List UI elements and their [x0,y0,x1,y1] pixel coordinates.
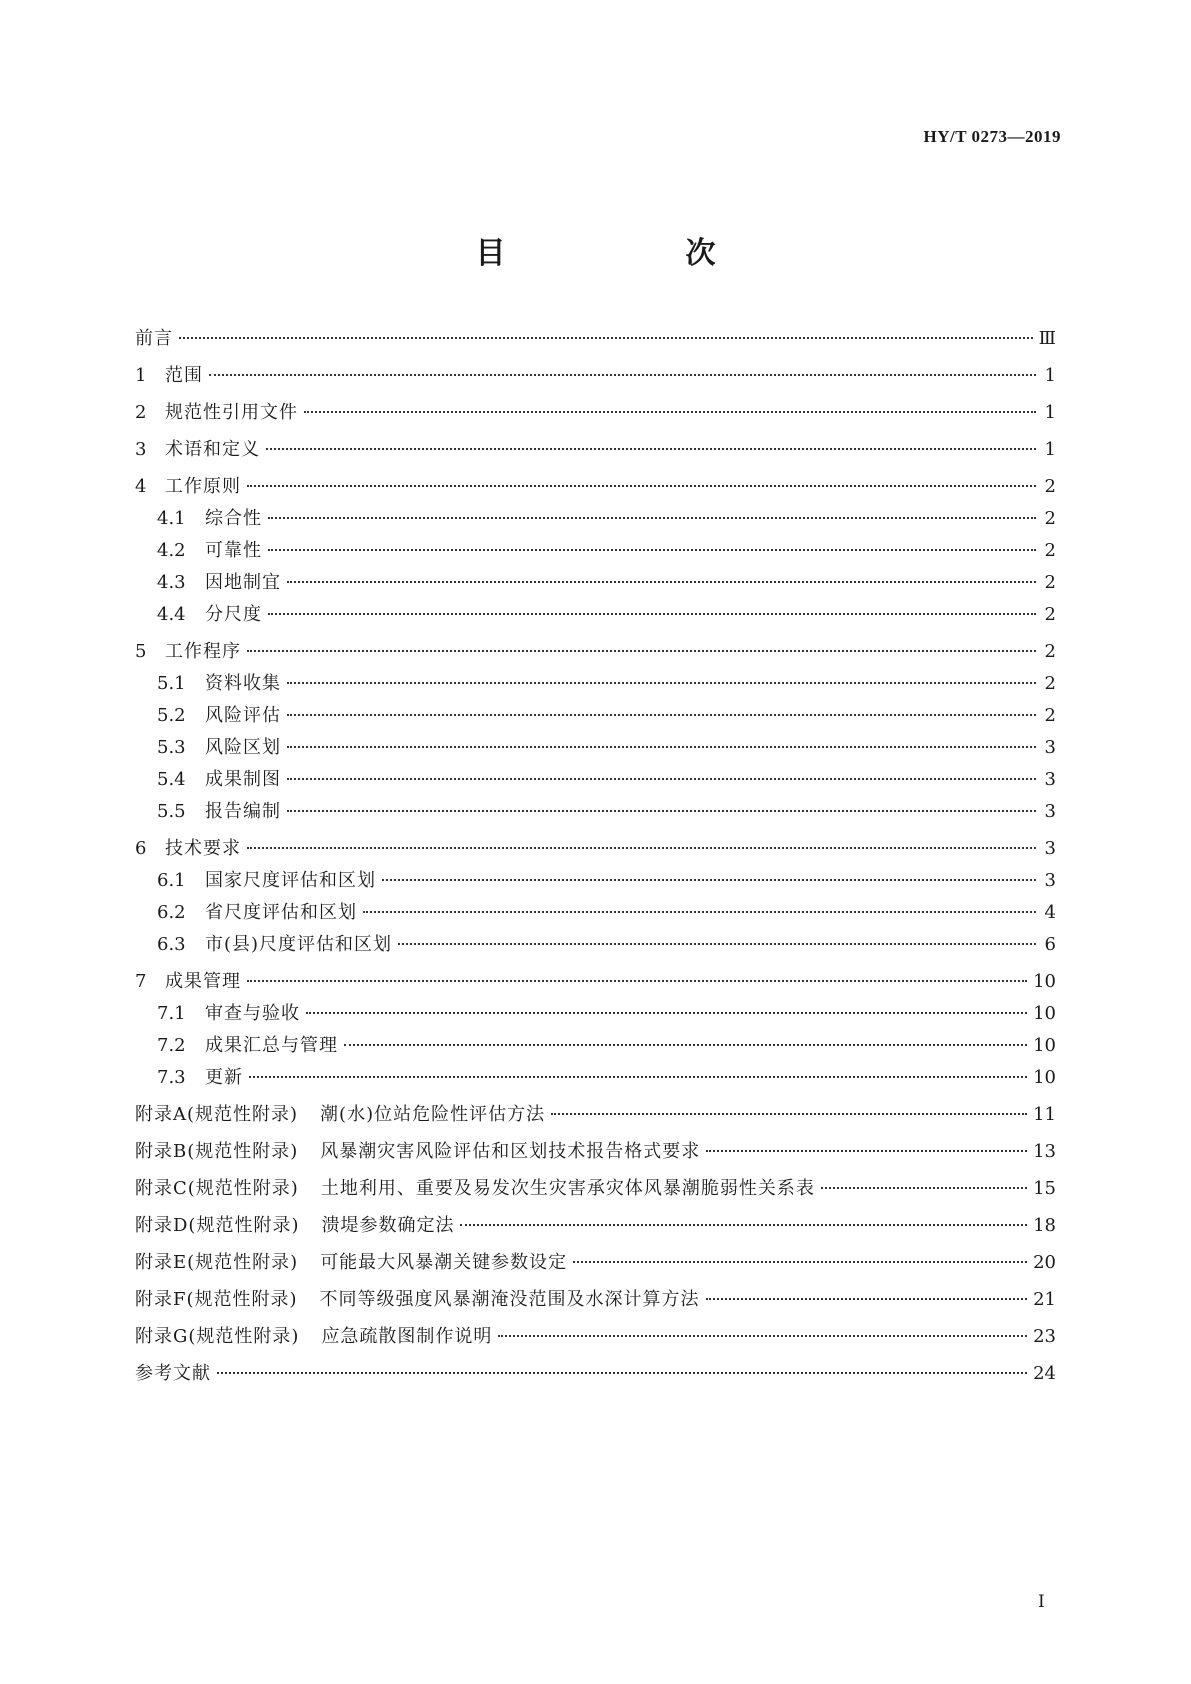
toc-dot-leader [268,517,1036,519]
toc-page-number: 4 [1044,902,1056,923]
toc-page-number: 6 [1044,934,1056,955]
toc-number: 6.3 [157,934,186,955]
toc-appendix-tag: 附录B(规范性附录) [135,1141,299,1162]
toc-entry[interactable] [135,834,1056,858]
toc-title: 审查与验收 [205,1003,300,1024]
toc-dot-leader [268,613,1036,615]
toc-dot-leader [821,1187,1027,1189]
toc-dot-leader [247,847,1036,849]
toc-entry[interactable] [135,536,1056,560]
toc-entry[interactable] [135,361,1056,385]
toc-entry[interactable] [135,1137,1056,1161]
toc-title: 成果汇总与管理 [205,1035,338,1056]
toc-page-number: Ⅲ [1038,328,1056,349]
toc-title: 规范性引用文件 [165,402,298,423]
toc-number: 5.5 [157,801,186,822]
toc-entry[interactable] [135,898,1056,922]
toc-dot-leader [287,746,1036,748]
page-title: 目 次 [475,236,756,271]
toc-number: 2 [135,402,147,423]
toc-title: 综合性 [205,508,262,529]
toc-appendix-tag: 附录C(规范性附录) [135,1178,299,1199]
toc-number: 1 [135,365,147,386]
toc-title: 参考文献 [135,1363,211,1384]
toc-page-number: 3 [1044,737,1056,758]
toc-page-number: 24 [1033,1363,1056,1384]
toc-dot-leader [217,1372,1027,1374]
toc-page-number: 3 [1044,769,1056,790]
toc-entry[interactable] [135,324,1056,348]
toc-dot-leader [287,581,1036,583]
toc-title: 应急疏散图制作说明 [321,1326,493,1347]
toc-title: 分尺度 [205,604,262,625]
toc-title: 国家尺度评估和区划 [205,870,376,891]
toc-title: 省尺度评估和区划 [205,902,357,923]
toc-number: 5.4 [157,769,186,790]
toc-entry[interactable] [135,1100,1056,1124]
toc-number: 4.1 [157,508,186,529]
toc-number: 5.1 [157,673,186,694]
toc-entry[interactable] [135,669,1056,693]
toc-page-number: 10 [1033,1003,1056,1024]
toc-entry[interactable] [135,733,1056,757]
toc-dot-leader [306,1012,1027,1014]
toc-dot-leader [287,778,1036,780]
toc-page-number: 3 [1044,838,1056,859]
toc-entry[interactable] [135,472,1056,496]
toc-entry[interactable] [135,999,1056,1023]
toc-title: 溃堤参数确定法 [321,1215,455,1236]
standard-code: HY/T 0273—2019 [923,127,1061,146]
toc-number: 5.2 [157,705,186,726]
toc-appendix-tag: 附录A(规范性附录) [135,1104,299,1125]
toc-page-number: 2 [1044,673,1056,694]
toc-entry[interactable] [135,435,1056,459]
toc-number: 4.2 [157,540,186,561]
toc-title: 土地利用、重要及易发次生灾害承灾体风暴潮脆弱性关系表 [320,1178,815,1199]
page-number: I [1038,1592,1045,1612]
toc-page-number: 20 [1033,1252,1056,1273]
toc-number: 4.3 [157,572,186,593]
toc-number: 7.2 [157,1035,186,1056]
toc-title: 报告编制 [205,801,281,822]
toc-number: 5 [135,641,147,662]
toc-dot-leader [573,1261,1027,1263]
toc-entry[interactable] [135,504,1056,528]
toc-dot-leader [287,810,1036,812]
toc-title: 风险区划 [205,737,281,758]
toc-page-number: 3 [1044,870,1056,891]
toc-page-number: 3 [1044,801,1056,822]
toc-page-number: 11 [1033,1104,1056,1125]
toc-entry[interactable] [135,866,1056,890]
toc-title: 不同等级强度风暴潮淹没范围及水深计算方法 [319,1289,700,1310]
toc-number: 4 [135,476,147,497]
toc-dot-leader [363,911,1036,913]
toc-entry[interactable] [135,797,1056,821]
toc-title: 范围 [165,365,203,386]
table-of-contents [135,324,1056,1383]
toc-title: 更新 [205,1067,243,1088]
toc-title: 市(县)尺度评估和区划 [205,934,393,955]
toc-appendix-tag: 附录G(规范性附录) [135,1326,300,1347]
toc-dot-leader [382,879,1036,881]
toc-dot-leader [287,714,1036,716]
toc-title: 可靠性 [205,540,262,561]
toc-page-number: 23 [1033,1326,1056,1347]
toc-entry[interactable] [135,967,1056,991]
toc-page-number: 2 [1044,641,1056,662]
toc-page-number: 1 [1044,402,1056,423]
toc-title: 风暴潮灾害风险评估和区划技术报告格式要求 [320,1141,701,1162]
toc-dot-leader [344,1044,1027,1046]
toc-dot-leader [460,1224,1027,1226]
toc-entry[interactable] [135,1063,1056,1087]
toc-page-number: 2 [1044,705,1056,726]
toc-page-number: 2 [1044,604,1056,625]
toc-title: 前言 [135,328,173,349]
toc-entry[interactable] [135,568,1056,592]
toc-title: 资料收集 [205,673,281,694]
toc-page-number: 21 [1033,1289,1056,1310]
toc-entry[interactable] [135,1285,1056,1309]
toc-title: 工作程序 [165,641,241,662]
toc-entry[interactable] [135,765,1056,789]
toc-dot-leader [209,374,1036,376]
toc-number: 3 [135,439,147,460]
toc-dot-leader [706,1150,1027,1152]
toc-title: 可能最大风暴潮关键参数设定 [320,1252,568,1273]
toc-title: 成果管理 [165,971,241,992]
toc-title: 风险评估 [205,705,281,726]
toc-page-number: 18 [1033,1215,1056,1236]
toc-title: 成果制图 [205,769,281,790]
toc-dot-leader [249,1076,1027,1078]
toc-number: 6 [135,838,147,859]
toc-appendix-tag: 附录D(规范性附录) [135,1215,300,1236]
toc-entry[interactable] [135,1322,1056,1346]
toc-page-number: 1 [1044,365,1056,386]
toc-number: 6.2 [157,902,186,923]
toc-page-number: 10 [1033,1035,1056,1056]
toc-entry[interactable] [135,600,1056,624]
toc-entry[interactable] [135,1211,1056,1235]
toc-page-number: 2 [1044,508,1056,529]
toc-number: 7.3 [157,1067,186,1088]
toc-appendix-tag: 附录F(规范性附录) [135,1289,298,1310]
toc-page-number: 2 [1044,540,1056,561]
toc-dot-leader [287,682,1036,684]
toc-dot-leader [266,448,1036,450]
toc-dot-leader [551,1113,1027,1115]
toc-entry[interactable] [135,930,1056,954]
toc-page-number: 2 [1044,572,1056,593]
toc-page-number: 10 [1033,1067,1056,1088]
toc-number: 4.4 [157,604,186,625]
toc-page-number: 13 [1033,1141,1056,1162]
toc-number: 6.1 [157,870,186,891]
toc-page-number: 10 [1033,971,1056,992]
toc-title: 潮(水)位站危险性评估方法 [320,1104,546,1125]
toc-number: 5.3 [157,737,186,758]
toc-entry[interactable] [135,701,1056,725]
toc-entry[interactable] [135,1031,1056,1055]
toc-dot-leader [268,549,1036,551]
toc-number: 7.1 [157,1003,186,1024]
toc-number: 7 [135,971,147,992]
toc-dot-leader [247,980,1027,982]
toc-page-number: 15 [1033,1178,1056,1199]
toc-title: 技术要求 [165,838,241,859]
toc-page-number: 1 [1044,439,1056,460]
toc-title: 工作原则 [165,476,241,497]
toc-entry[interactable] [135,398,1056,422]
toc-entry[interactable] [135,1174,1056,1198]
toc-dot-leader [247,650,1036,652]
toc-dot-leader [304,411,1036,413]
toc-title: 术语和定义 [165,439,260,460]
toc-dot-leader [179,337,1033,339]
toc-dot-leader [398,943,1036,945]
toc-title: 因地制宜 [205,572,281,593]
toc-dot-leader [247,485,1036,487]
toc-entry[interactable] [135,1359,1056,1383]
toc-entry[interactable] [135,1248,1056,1272]
toc-dot-leader [498,1335,1027,1337]
toc-appendix-tag: 附录E(规范性附录) [135,1252,299,1273]
toc-dot-leader [706,1298,1028,1300]
toc-entry[interactable] [135,637,1056,661]
toc-page-number: 2 [1044,476,1056,497]
